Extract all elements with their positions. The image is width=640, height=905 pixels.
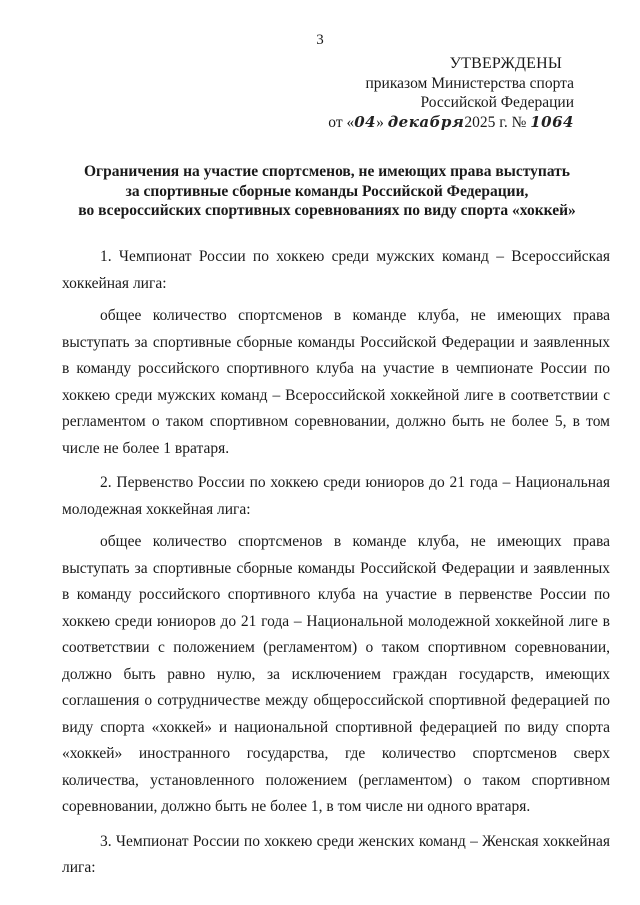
section-3-heading: 3. Чемпионат России по хоккею среди женских команд – Женская хоккейная лига:: [62, 832, 610, 876]
handwritten-day: 04: [354, 112, 377, 131]
title-line-1: Ограничения на участие спортсменов, не имеющих права выступать: [84, 163, 570, 180]
section-1-heading: 1. Чемпионат России по хоккею среди мужских команд – Всероссийская хоккейная лига:: [62, 248, 610, 292]
approval-date-line: [328, 113, 574, 133]
approval-line-federation: Российской Федерации: [420, 94, 574, 111]
date-mid: »: [376, 113, 384, 131]
section-1-text: общее количество спортсменов в команде клуба, не имеющих права выступать за спортивные сборные команды Российской Федерации и заявленных в команду российского спортивного клуба на участие в чемпионате России по хоккею среди мужских команд – Всероссийской хоккейной лиге в соответствии с регламентом о таком спортивном соревновании, должно быть не более 5, в том числе не более 1 вратаря.: [62, 307, 610, 457]
document-title: [62, 162, 592, 221]
handwritten-month: декабря: [387, 112, 465, 131]
page-number: 3: [316, 32, 324, 48]
title-line-3: во всероссийских спортивных соревнованиях по виду спорта «хоккей»: [78, 202, 576, 219]
approval-line-ministry: приказом Министерства спорта: [365, 74, 574, 92]
approval-block: [328, 54, 574, 132]
title-line-2: за спортивные сборные команды Российской Федерации,: [125, 182, 529, 200]
approval-title: УТВЕРЖДЕНЫ: [449, 55, 562, 72]
date-prefix: от «: [328, 113, 355, 131]
date-year: 2025 г. №: [464, 113, 527, 131]
document-body: [62, 244, 610, 882]
section-2-text: общее количество спортсменов в команде клуба, не имеющих права выступать за спортивные сборные команды Российской Федерации и заявленных в команду российского спортивного клуба на участие в первенстве России по хоккею среди юниоров до 21 года – Национальной молодежной хоккейной лиге в соответствии с положением (регламентом) о таком спортивном соревновании, должно быть равно нулю, за исключением граждан государств, имеющих соглашения о сотрудничестве между общероссийской спортивной федерацией по виду спорта «хоккей» и национальной спортивной федерацией по виду спорта «хоккей» иностранного государства, где количество спортсменов сверх количества, установленного положением (регламентом) о таком спортивном соревновании, должно быть не более 1, в том числе ни одного вратаря.: [62, 533, 610, 815]
handwritten-order-number: 1064: [530, 112, 574, 131]
section-2-heading: 2. Первенство России по хоккею среди юниоров до 21 года – Национальная молодежная хоккейная лига:: [62, 474, 610, 518]
